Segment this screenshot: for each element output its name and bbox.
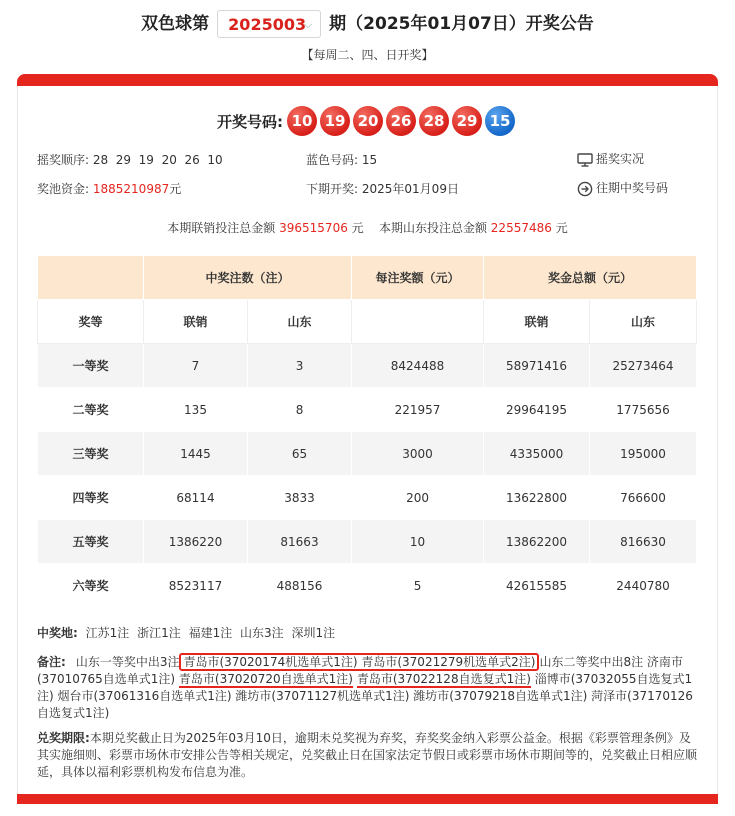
count-shandong: 3 bbox=[248, 344, 352, 388]
table-header: 山东 bbox=[248, 300, 352, 344]
table-header: 山东 bbox=[590, 300, 697, 344]
prize-table bbox=[37, 255, 697, 608]
total-shandong: 766600 bbox=[590, 476, 697, 520]
red-ball: 10 bbox=[287, 106, 317, 136]
per-prize: 5 bbox=[352, 564, 484, 608]
chevron-down-icon: ⌵ bbox=[303, 18, 313, 31]
redemption-deadline bbox=[37, 730, 697, 781]
shandong-sales-label: 本期山东投注总金额 bbox=[378, 221, 487, 235]
sales-summary bbox=[0, 219, 735, 236]
blue-number bbox=[306, 151, 377, 168]
total-shandong: 1775656 bbox=[590, 388, 697, 432]
panel-bottom-bar bbox=[17, 794, 718, 804]
deadline-text: 本期兑奖截止日为2025年03月10日，逾期未兑奖视为弃奖，弃奖奖金纳入彩票公益金。根据《彩票管理条例》及其实施细则、彩票市场休市安排公告等相关规定，兑奖截止日在国家法定节假日或彩票市场休市期间等的，兑奖截止日相应顺延，具体以福利彩票机构发布信息为准。 bbox=[37, 731, 698, 779]
remarks-rest: (37032055自选复式1注) 烟台市(37061316自选单式1注) 潍坊市(37071127机选单式1注) 潍坊市(37079218自选单式1注) 菏泽市(37170126自选复式1注) bbox=[37, 672, 693, 720]
table-header: 奖等 bbox=[38, 300, 144, 344]
jackpot-pool bbox=[37, 180, 181, 197]
monitor-icon bbox=[577, 153, 593, 167]
highlighted-winner-box bbox=[179, 653, 539, 671]
arrow-circle-icon bbox=[577, 181, 593, 197]
win-places-label: 中奖地: bbox=[37, 626, 78, 640]
blue-ball: 15 bbox=[485, 106, 515, 136]
issue-value: 2025003 bbox=[228, 15, 307, 34]
winning-numbers bbox=[0, 106, 735, 138]
table-row bbox=[38, 432, 697, 476]
total-national: 4335000 bbox=[484, 432, 590, 476]
table-group-header-row bbox=[38, 256, 697, 300]
underlined-winner: 青岛市(37020720自选单式1注) bbox=[178, 672, 353, 686]
win-place: 深圳1注 bbox=[291, 626, 336, 640]
underlined-winner: 青岛市(37022128自选复式1注) bbox=[356, 672, 531, 686]
prize-level: 二等奖 bbox=[38, 388, 144, 432]
next-draw-label: 下期开奖: bbox=[306, 182, 359, 196]
total-shandong: 195000 bbox=[590, 432, 697, 476]
prize-level: 四等奖 bbox=[38, 476, 144, 520]
per-prize: 221957 bbox=[352, 388, 484, 432]
per-prize: 10 bbox=[352, 520, 484, 564]
winner-location: 济南市(37010765自选单式1注) bbox=[37, 655, 683, 686]
total-national: 13622800 bbox=[484, 476, 590, 520]
count-national: 135 bbox=[144, 388, 248, 432]
total-national: 13862200 bbox=[484, 520, 590, 564]
count-national: 7 bbox=[144, 344, 248, 388]
total-shandong: 25273464 bbox=[590, 344, 697, 388]
table-row bbox=[38, 388, 697, 432]
draw-schedule: 【每周二、四、日开奖】 bbox=[301, 48, 434, 62]
page-title bbox=[0, 10, 735, 40]
table-header: 联销 bbox=[144, 300, 248, 344]
win-places bbox=[37, 624, 339, 641]
win-place: 山东3注 bbox=[240, 626, 284, 640]
prize-level: 六等奖 bbox=[38, 564, 144, 608]
jackpot-pool-label: 奖池资金: bbox=[37, 182, 90, 196]
total-shandong: 816630 bbox=[590, 520, 697, 564]
remarks bbox=[37, 654, 697, 722]
winner-location: 青岛市(37020174机选单式1注) bbox=[183, 655, 358, 669]
total-national: 58971416 bbox=[484, 344, 590, 388]
count-shandong: 8 bbox=[248, 388, 352, 432]
remarks-label: 备注: bbox=[37, 655, 66, 669]
jackpot-pool-unit: 元 bbox=[169, 182, 182, 196]
draw-order-label: 摇奖顺序: bbox=[37, 153, 90, 167]
red-ball: 20 bbox=[353, 106, 383, 136]
remarks-intro: 山东一等奖中出3注 bbox=[75, 655, 180, 669]
table-row bbox=[38, 476, 697, 520]
count-national: 8523117 bbox=[144, 564, 248, 608]
red-ball: 28 bbox=[419, 106, 449, 136]
table-header: 每注奖额（元） bbox=[352, 256, 484, 300]
blue-number-label: 蓝色号码: bbox=[306, 153, 359, 167]
live-draw-label: 摇奖实况 bbox=[596, 152, 645, 166]
red-ball: 26 bbox=[386, 106, 416, 136]
history-numbers-label: 往期中奖号码 bbox=[596, 181, 669, 195]
jackpot-pool-value: 1885210987 bbox=[92, 182, 170, 196]
next-draw-value: 2025年01月09日 bbox=[361, 182, 459, 196]
table-header bbox=[352, 300, 484, 344]
table-header: 奖金总额（元） bbox=[484, 256, 697, 300]
national-sales-unit: 元 bbox=[351, 221, 364, 235]
prize-level: 三等奖 bbox=[38, 432, 144, 476]
blue-number-value: 15 bbox=[361, 153, 378, 167]
issue-select[interactable] bbox=[217, 10, 321, 38]
winner-location: 青岛市(37021279机选单式2注) bbox=[361, 655, 536, 669]
draw-order bbox=[37, 151, 223, 168]
count-shandong: 3833 bbox=[248, 476, 352, 520]
count-shandong: 81663 bbox=[248, 520, 352, 564]
remarks-second-intro: 山东二等奖中出8注 bbox=[539, 655, 644, 669]
prize-level: 五等奖 bbox=[38, 520, 144, 564]
table-row bbox=[38, 344, 697, 388]
shandong-sales-unit: 元 bbox=[555, 221, 568, 235]
count-shandong: 65 bbox=[248, 432, 352, 476]
winner-location: 淄博市 bbox=[534, 672, 571, 686]
history-numbers-link[interactable] bbox=[577, 179, 668, 197]
total-national: 29964195 bbox=[484, 388, 590, 432]
win-place: 浙江1注 bbox=[137, 626, 181, 640]
count-national: 68114 bbox=[144, 476, 248, 520]
count-shandong: 488156 bbox=[248, 564, 352, 608]
table-header bbox=[38, 256, 144, 300]
national-sales-value: 396515706 bbox=[279, 221, 348, 235]
national-sales-label: 本期联销投注总金额 bbox=[167, 221, 276, 235]
red-ball: 29 bbox=[452, 106, 482, 136]
numbers-label: 开奖号码: bbox=[217, 112, 283, 131]
table-row bbox=[38, 520, 697, 564]
table-header: 中奖注数（注） bbox=[144, 256, 352, 300]
deadline-label: 兑奖期限: bbox=[37, 731, 90, 745]
live-draw-link[interactable] bbox=[577, 150, 644, 167]
total-shandong: 2440780 bbox=[590, 564, 697, 608]
prize-level: 一等奖 bbox=[38, 344, 144, 388]
shandong-sales-value: 22557486 bbox=[490, 221, 552, 235]
total-national: 42615585 bbox=[484, 564, 590, 608]
table-header: 联销 bbox=[484, 300, 590, 344]
title-prefix: 双色球第 bbox=[141, 14, 210, 34]
draw-order-value: 28 29 19 20 26 10 bbox=[92, 153, 223, 167]
count-national: 1445 bbox=[144, 432, 248, 476]
red-ball: 19 bbox=[320, 106, 350, 136]
table-row bbox=[38, 564, 697, 608]
per-prize: 3000 bbox=[352, 432, 484, 476]
per-prize: 8424488 bbox=[352, 344, 484, 388]
per-prize: 200 bbox=[352, 476, 484, 520]
win-place: 江苏1注 bbox=[85, 626, 130, 640]
table-sub-header-row bbox=[38, 300, 697, 344]
next-draw bbox=[306, 180, 459, 197]
win-place: 福建1注 bbox=[188, 626, 233, 640]
title-suffix: 期（2025年01月07日）开奖公告 bbox=[329, 14, 594, 34]
count-national: 1386220 bbox=[144, 520, 248, 564]
